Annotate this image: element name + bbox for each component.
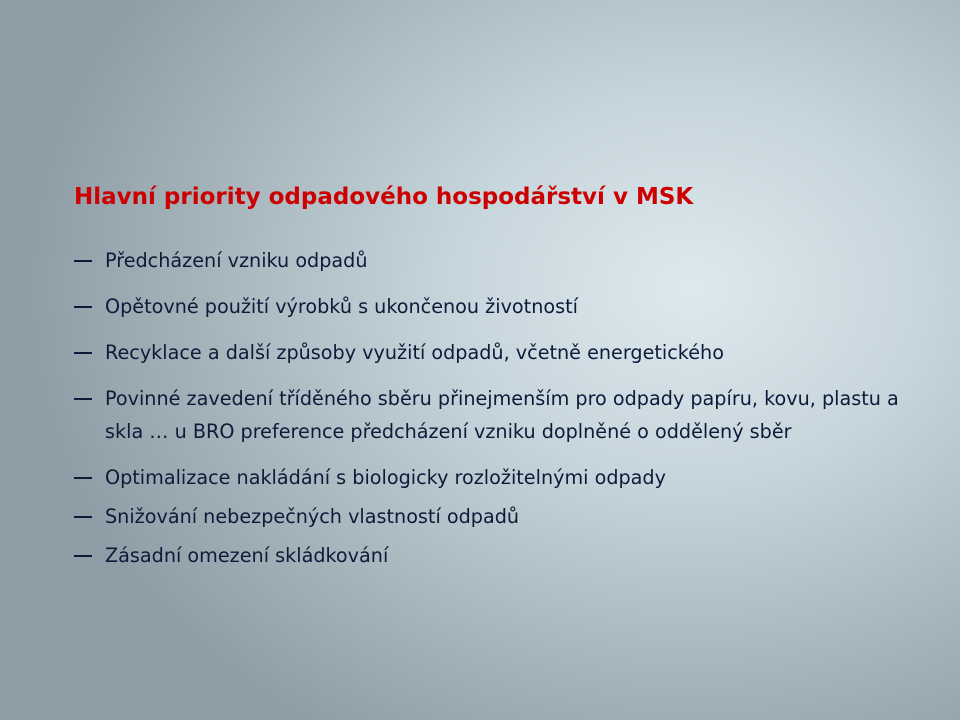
list-item [74,382,924,448]
list-item [74,539,924,572]
list-item-text: Recyklace a další způsoby využití odpadů, včetně energetického [105,341,724,364]
dash-bullet-icon [74,516,92,518]
list-item [74,461,924,494]
dash-bullet-icon [74,477,92,479]
list-item [74,500,924,533]
list-item-text: Opětovné použití výrobků s ukončenou životností [105,295,578,318]
list-item-text: Předcházení vzniku odpadů [105,249,368,272]
list-item-text: Zásadní omezení skládkování [105,544,389,567]
list-item [74,336,924,369]
bullet-list [74,244,924,578]
list-item [74,244,924,277]
dash-bullet-icon [74,555,92,557]
list-item-text: Optimalizace nakládání s biologicky rozložitelnými odpady [105,466,666,489]
dash-bullet-icon [74,260,92,262]
list-item-text: Povinné zavedení tříděného sběru přinejmenším pro odpady papíru, kovu, plastu a skla … u BRO preference předcházení vzniku doplněné o oddělený sběr [105,387,899,443]
list-item [74,290,924,323]
dash-bullet-icon [74,352,92,354]
dash-bullet-icon [74,398,92,400]
slide-title: Hlavní priority odpadového hospodářství v MSK [74,184,694,210]
dash-bullet-icon [74,306,92,308]
list-item-text: Snižování nebezpečných vlastností odpadů [105,505,520,528]
